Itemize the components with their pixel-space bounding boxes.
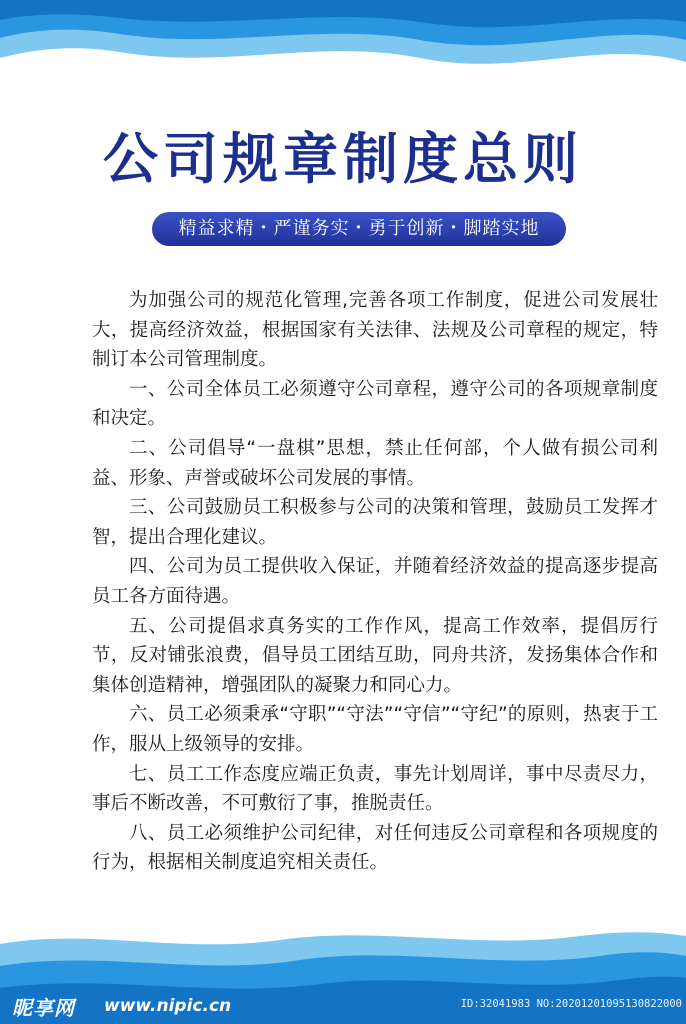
watermark-logo: 昵享网 (12, 996, 75, 1020)
rule-6: 六、员工必须秉承“守职”“守法”“守信”“守纪”的原则，热衷于工作，服从上级领导的安排。 (92, 704, 658, 755)
rule-7: 七、员工工作态度应端正负责，事先计划周详，事中尽责尽力，事后不断改善，不可敷衍了事，推脱责任。 (92, 763, 658, 815)
rule-4: 四、公司为员工提供收入保证，并随着经济效益的提高逐步提高员工各方面待遇。 (92, 556, 658, 607)
page-title: 公司规章制度总则 (102, 127, 583, 191)
rule-8: 八、员工必须维护公司纪律，对任何违反公司章程和各项规度的行为，根据相关制度追究相关责任。 (92, 822, 658, 874)
rule-3: 三、公司鼓励员工积极参与公司的决策和管理，鼓励员工发挥才智，提出合理化建议。 (92, 497, 658, 548)
watermark-id: ID:32041983 NO:20201201095130822000 (460, 998, 682, 1010)
top-wave-decoration (0, 0, 686, 95)
slogan-banner: 精益求精・严谨务实・勇于创新・脚踏实地 (152, 212, 566, 246)
watermark-url[interactable]: www.nipic.cn (104, 996, 232, 1016)
rules-body (92, 286, 658, 878)
rule-2: 二、公司倡导“一盘棋”思想，禁止任何部，个人做有损公司利益、形象、声誉或破坏公司发展的事情。 (92, 437, 658, 489)
rule-5: 五、公司提倡求真务实的工作作风，提高工作效率，提倡厉行节，反对铺张浪费，倡导员工团结互助，同舟共济，发扬集体合作和集体创造精神，增强团队的凝聚力和同心力。 (92, 615, 658, 696)
intro-paragraph: 为加强公司的规范化管理,完善各项工作制度，促进公司发展壮大，提高经济效益，根据国家有关法律、法规及公司章程的规定，特制订本公司管理制度。 (92, 290, 658, 371)
rule-1: 一、公司全体员工必须遵守公司章程，遵守公司的各项规章制度和决定。 (92, 378, 658, 430)
